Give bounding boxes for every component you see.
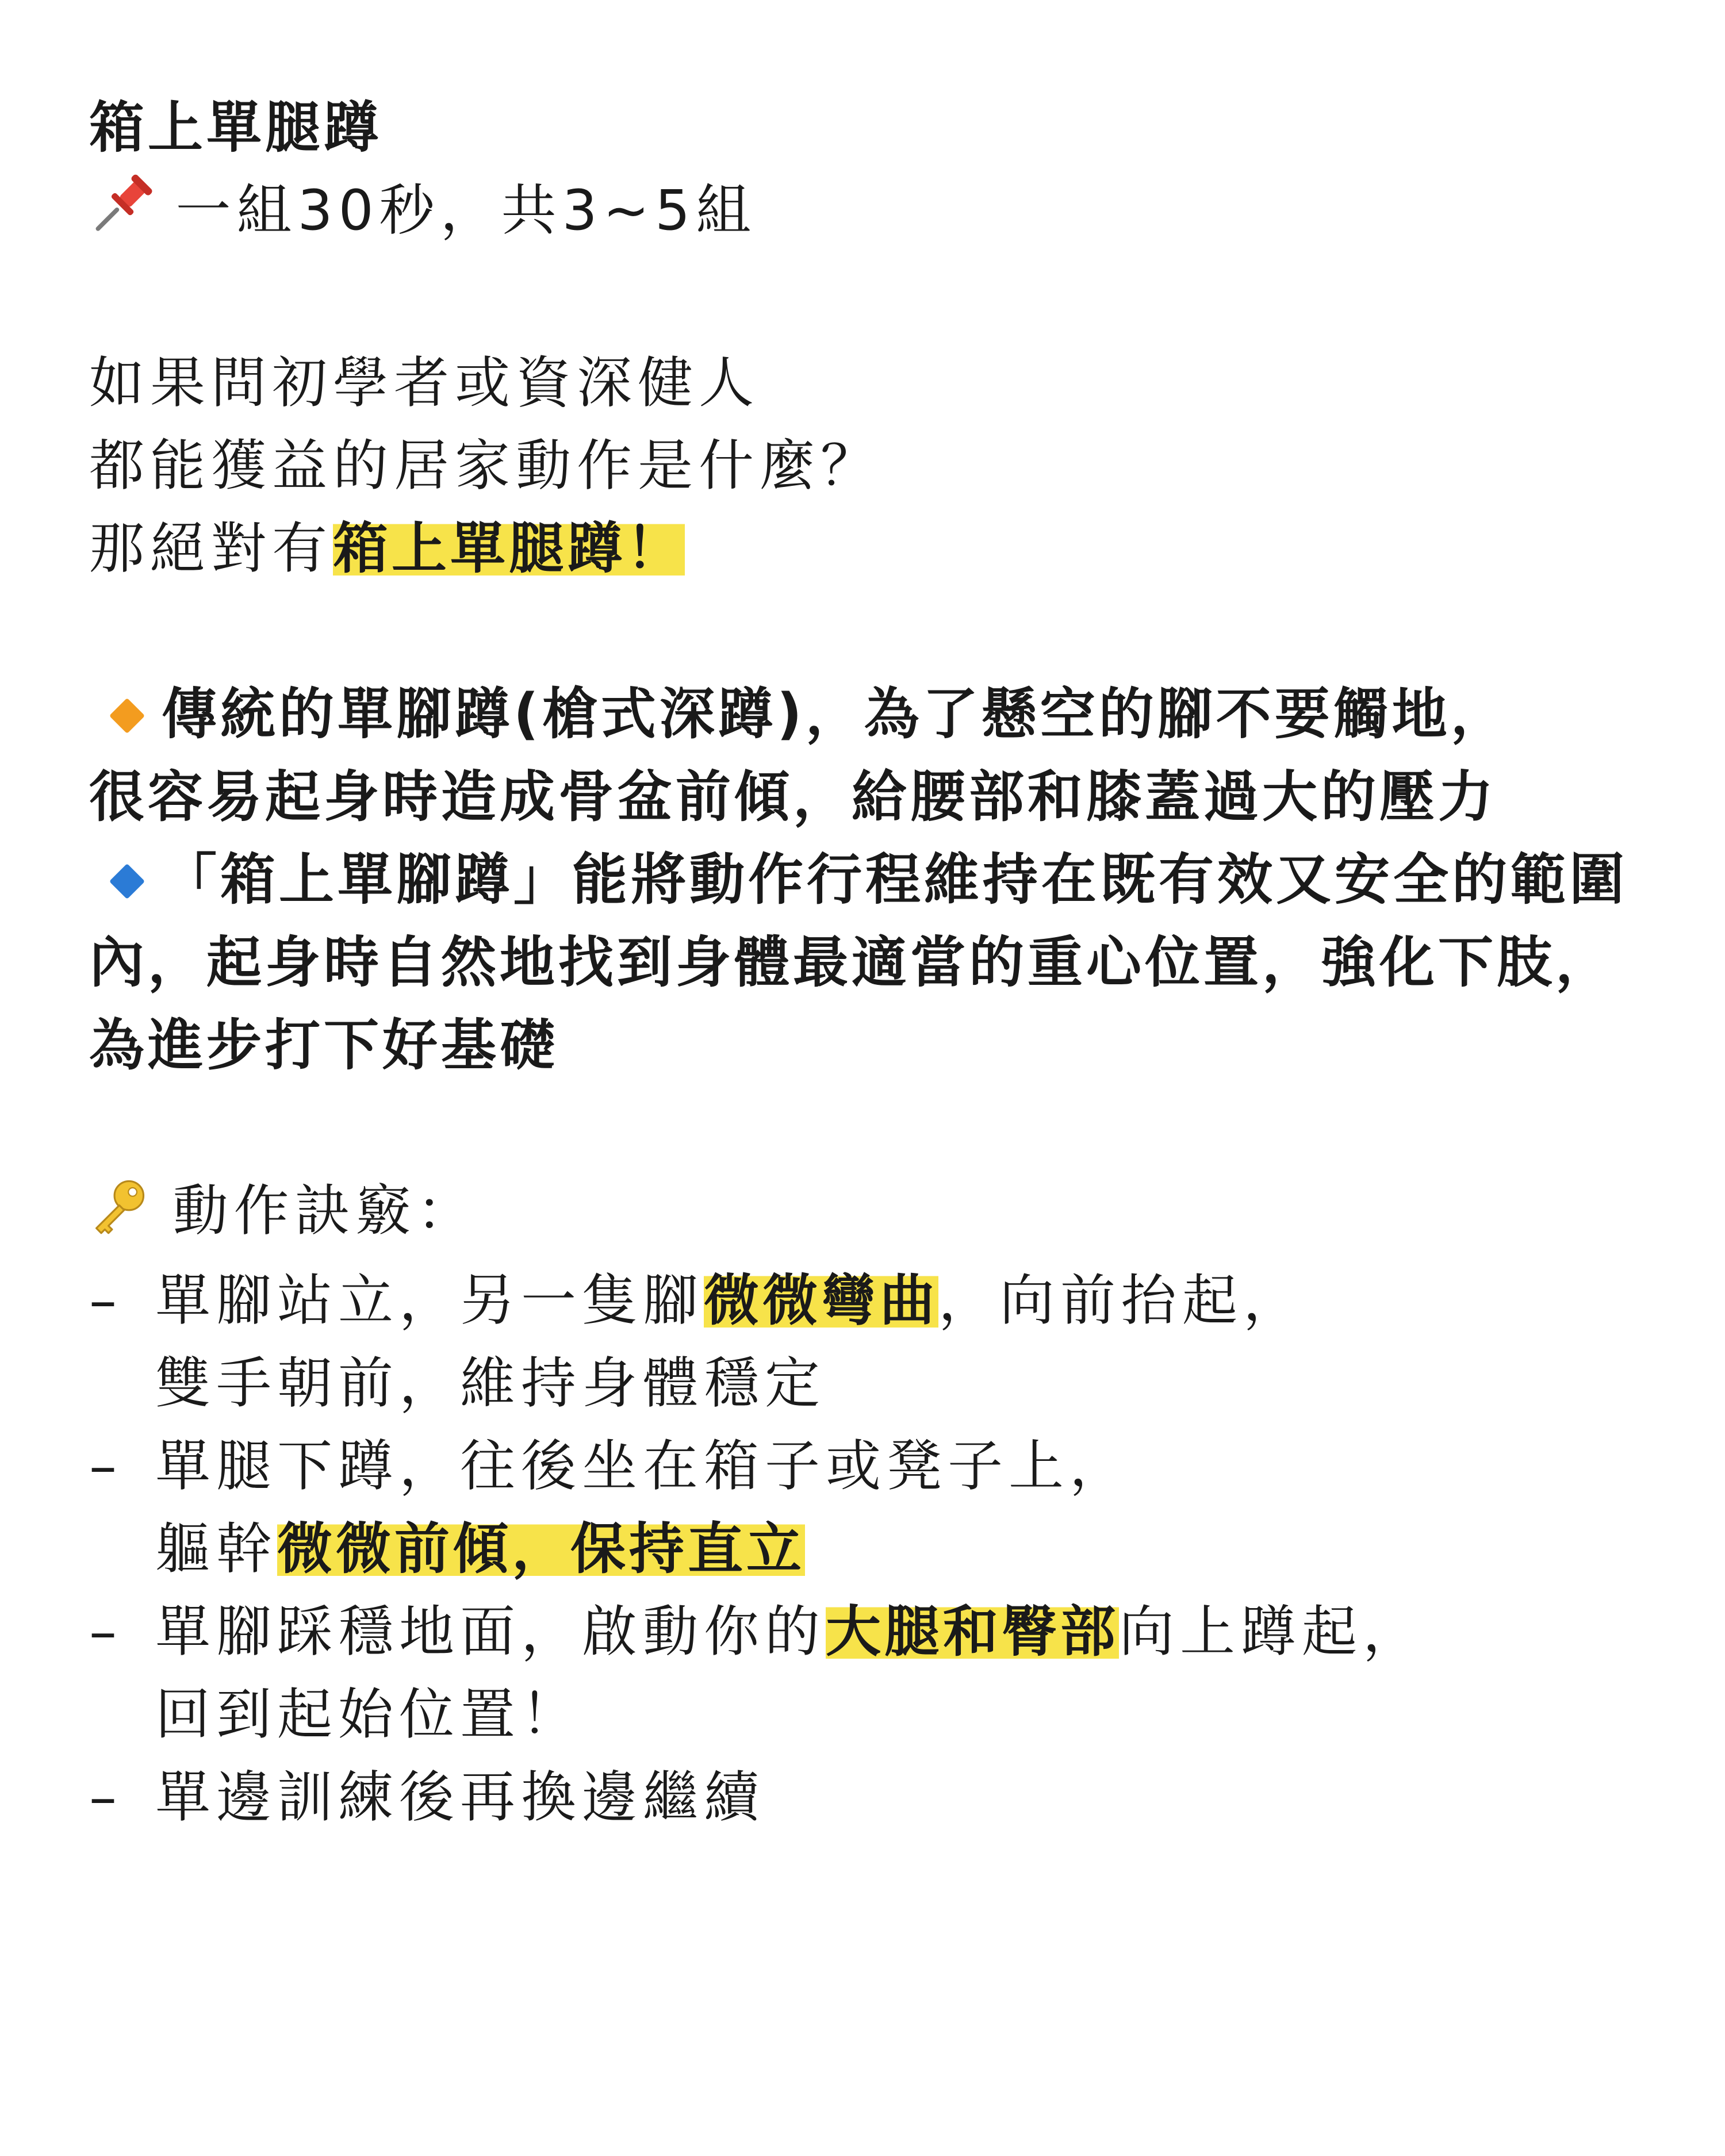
intro-highlight: 箱上單腿蹲！ [333, 516, 685, 581]
bullet-dash: – [89, 1599, 122, 1664]
tips-heading-text: 動作訣竅： [172, 1179, 478, 1243]
blue-diamond-icon [109, 864, 145, 899]
page-title: 箱上單腿蹲 [89, 95, 382, 160]
bullet-dash: – [89, 1765, 122, 1829]
orange-diamond-icon [109, 698, 145, 734]
point-blue-line-2: 內，起身時自然地找到身體最適當的重心位置，強化下肢， [89, 930, 1614, 995]
tip-1-prefix: 單腳站立，另一隻腳 [155, 1268, 704, 1333]
tip-2-text: 單腿下蹲，往後坐在箱子或凳子上， [155, 1434, 1130, 1498]
tip-2-line-2 [89, 1507, 1688, 1590]
point-blue-line-3: 為進步打下好基礎 [89, 1013, 558, 1077]
spacer [89, 259, 1688, 342]
set-info-text: 一組30秒，共3~5組 [175, 178, 757, 243]
tip-1-suffix: ，向前抬起， [938, 1268, 1304, 1333]
tip-2-prefix: 軀幹 [155, 1517, 277, 1581]
tip-1-line-2: 雙手朝前，維持身體穩定 [155, 1351, 826, 1415]
point-orange-line-1 [89, 673, 1688, 755]
tips-heading [89, 1169, 1688, 1259]
tip-2-line-1 [89, 1425, 1688, 1507]
article [89, 86, 1688, 1839]
set-info [89, 169, 1688, 259]
tip-2-highlight: 微微前傾，保持直立 [277, 1517, 805, 1581]
bullet-dash: – [89, 1268, 122, 1333]
point-blue-line-1 [89, 838, 1688, 921]
intro-line-3 [89, 507, 1688, 590]
tip-4-text: 單邊訓練後再換邊繼續 [155, 1765, 765, 1829]
intro-line-3-prefix: 那絕對有 [89, 516, 333, 581]
bullet-dash: – [89, 1434, 122, 1498]
point-orange-line-2: 很容易起身時造成骨盆前傾，給腰部和膝蓋過大的壓力 [89, 765, 1497, 829]
point-blue-text-1: 「箱上單腳蹲」能將動作行程維持在既有效又安全的範圍 [162, 847, 1628, 912]
tip-4-line-1 [89, 1756, 1688, 1839]
tip-3-highlight: 大腿和臀部 [826, 1599, 1119, 1664]
pushpin-icon [89, 173, 152, 259]
tip-3-prefix: 單腳踩穩地面，啟動你的 [155, 1599, 826, 1664]
tip-1-highlight: 微微彎曲 [704, 1268, 938, 1333]
intro-line-2: 都能獲益的居家動作是什麼？ [89, 433, 881, 498]
key-icon [89, 1176, 150, 1259]
tip-1-line-1 [89, 1259, 1688, 1342]
spacer [89, 590, 1688, 673]
tip-3-line-2: 回到起始位置！ [155, 1682, 582, 1747]
tip-3-suffix: 向上蹲起， [1119, 1599, 1424, 1664]
tip-3-line-1 [89, 1590, 1688, 1673]
spacer [89, 1087, 1688, 1169]
point-orange-text-1: 傳統的單腳蹲(槍式深蹲)，為了懸空的腳不要觸地， [162, 682, 1509, 746]
intro-line-1: 如果問初學者或資深健人 [89, 351, 760, 415]
